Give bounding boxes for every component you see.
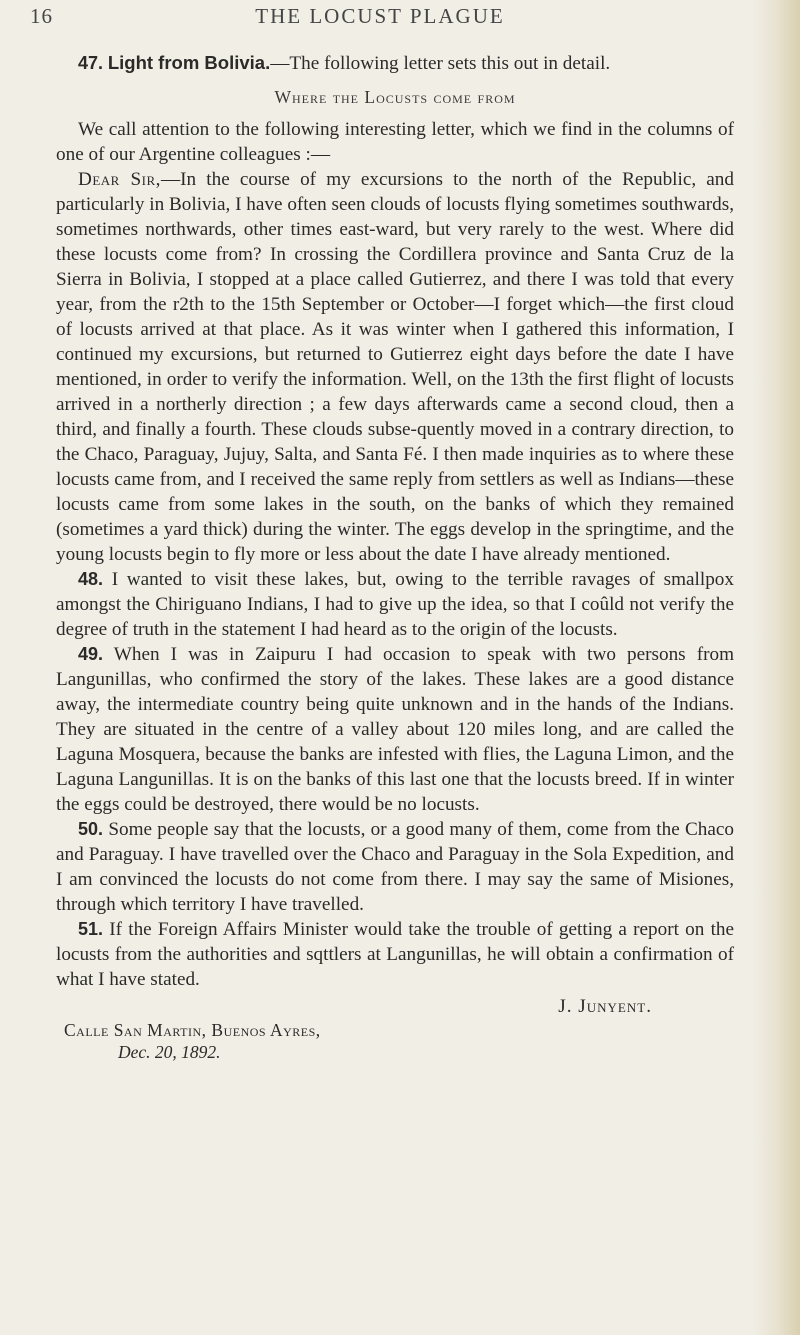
paragraph-51 (56, 917, 734, 992)
paragraph-number: 51. (78, 919, 104, 939)
paragraph-number: 47. (78, 53, 104, 73)
paragraph-text: —The following letter sets this out in detail. (270, 53, 611, 74)
salutation: Dear Sir, (78, 169, 161, 190)
paragraph-text: If the Foreign Affairs Minister would take the trouble of getting a report on the locusts from the authorities and sqttlers at Langunillas, he will obtain a confirmation of what I have stated. (56, 919, 735, 990)
paragraph-47 (56, 50, 734, 76)
paragraph-number: 49. (78, 644, 104, 664)
letter-opening-text: —In the course of my excursions to the north of the Republic, and particularly in Bolivia, I have often seen clouds of locusts flying sometimes southwards, sometimes northwards, other times east-ward, but very rarely to the west. Where did these locusts come from? In crossing the Cordillera province and Santa Cruz de la Sierra in Bolivia, I stopped at a place called Gutierrez, and there I was told that every year, from the r2th to the 15th September or October—I forget which—the first cloud of locusts arrived at that place. As it was winter when I gathered this information, I continued my excursions, but returned to Gutierrez eight days before the date I have mentioned, in order to verify the information. Well, on the 13th the first flight of locusts arrived in a northerly direction ; a few days afterwards came a second cloud, then a third, and finally a fourth. These clouds subse-quently moved in a contrary direction, to the Chaco, Paraguay, Jujuy, Salta, and Santa Fé. I then made inquiries as to where these locusts came from, and I received the same reply from settlers as well as Indians—these locusts came from some lakes in the south, on the banks of which they remained (sometimes a yard thick) during the winter. The eggs develop in the springtime, and the young locusts begin to fly more or less about the date I have already mentioned. (56, 169, 734, 565)
preface-paragraph: We call attention to the following interesting letter, which we find in the columns of one of our Argentine colleagues :— (56, 119, 734, 165)
paragraph-text: When I was in Zaipuru I had occasion to speak with two persons from Langunillas, who confirmed the story of the lakes. These lakes are a good distance away, the intermediate country being quite unknown and in the hands of the Indians. They are situated in the centre of a valley about 120 miles long, and are called the Laguna Mosquera, because the banks are infested with flies, the Laguna Limon, and the Laguna Langunillas. It is on the banks of this last one that the locusts breed. If in winter the eggs could be destroyed, there would be no locusts. (56, 644, 735, 815)
paragraph-48 (56, 567, 734, 642)
paragraph-50 (56, 817, 734, 917)
paragraph-number: 50. (78, 819, 104, 839)
address: Calle San Martin, Buenos Ayres, (64, 1020, 321, 1040)
text-block (56, 50, 734, 1063)
page-edge-shadow (752, 0, 800, 1335)
running-title: THE LOCUST PLAGUE (255, 4, 505, 28)
letter-opening-paragraph (56, 167, 734, 567)
paragraph-number: 48. (78, 569, 104, 589)
paragraph-heading: Light from Bolivia. (107, 52, 271, 73)
section-heading: Where the Locusts come from (274, 87, 516, 107)
letter-date (56, 1041, 734, 1063)
letter-date-text: Dec. 20, 1892. (118, 1042, 221, 1062)
signature: J. Junyent. (558, 996, 652, 1017)
running-head (30, 4, 730, 34)
page-number: 16 (30, 4, 53, 28)
paragraph-text: I wanted to visit these lakes, but, owing to the terrible ravages of smallpox amongst the Chiriguano Indians, I had to give up the idea, so that I coûld not verify the degree of truth in the statement I had heard as to the origin of the locusts. (56, 569, 734, 640)
paragraph-49 (56, 642, 734, 817)
paragraph-text: Some people say that the locusts, or a good many of them, come from the Chaco and Paraguay. I have travelled over the Chaco and Paraguay in the Sola Expedition, and I am convinced the locusts do not come from there. I may say the same of Misiones, through which territory I have travelled. (56, 819, 735, 915)
